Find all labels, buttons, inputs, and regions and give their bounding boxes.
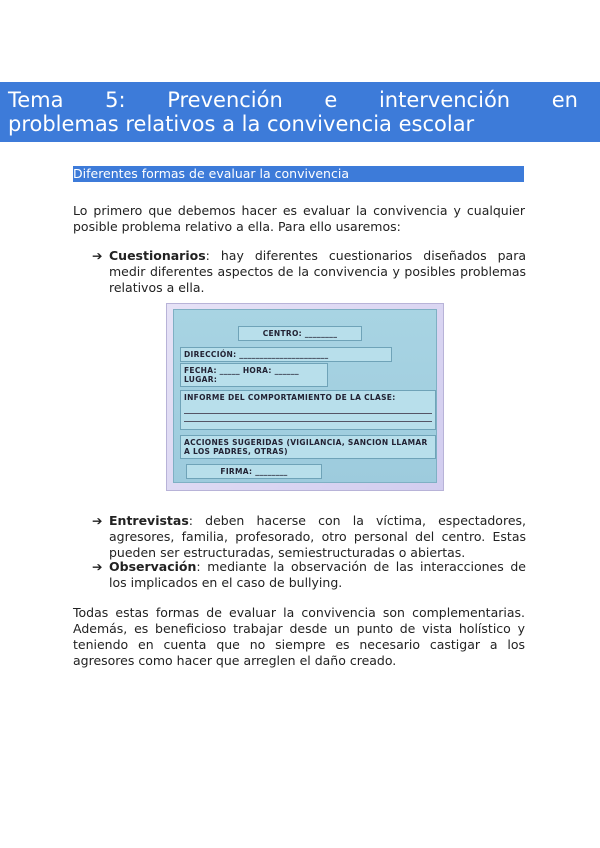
title-word: en (551, 88, 578, 112)
arrow-right-icon: ➔ (92, 248, 103, 263)
bullet-term: Entrevistas (109, 513, 189, 528)
title-word: Prevención (167, 88, 283, 112)
bullet-desc: : deben hacerse con la víctima, espectadores, agresores, familia, profesorado, otro personal del centro. Estas pueden ser estructuradas, semiestructuradas o abiertas. (109, 513, 526, 560)
bullet-term: Observación (109, 559, 197, 574)
form-panel (173, 309, 437, 483)
form-line (184, 421, 432, 422)
intro-paragraph: Lo primero que debemos hacer es evaluar la convivencia y cualquier posible problema relativo a ella. Para ello usaremos: (73, 203, 525, 234)
conclusion-paragraph: Todas estas formas de evaluar la convivencia son complementarias. Además, es beneficioso trabajar desde un punto de vista holístico y teniendo en cuenta que no siempre es necesario castigar a los agresores como hacer que arreglen el daño creado. (73, 605, 525, 668)
bullet-desc: : mediante la observación de las interacciones de los implicados en el caso de bullying. (109, 559, 526, 590)
form-field-fecha-lugar (180, 363, 328, 387)
bullet-text (109, 248, 526, 296)
bullet-text (109, 559, 526, 591)
form-fecha-hora: FECHA: _____ HORA: ______ (184, 366, 299, 375)
arrow-right-icon: ➔ (92, 559, 103, 574)
page-title-line-2: problemas relativos a la convivencia escolar (8, 112, 475, 136)
form-lugar: LUGAR: (184, 375, 218, 384)
questionnaire-form-image (166, 303, 444, 491)
form-field-direccion: DIRECCIÓN: ______________________ (180, 347, 392, 362)
form-line (184, 413, 432, 414)
title-word: e (324, 88, 338, 112)
form-field-acciones: ACCIONES SUGERIDAS (VIGILANCIA, SANCION LLAMAR A LOS PADRES, OTRAS) (180, 435, 436, 459)
form-informe-label: INFORME DEL COMPORTAMIENTO DE LA CLASE: (184, 393, 396, 402)
title-word: intervención (378, 88, 511, 112)
title-word: 5: (105, 88, 126, 112)
bullet-text (109, 513, 526, 561)
page-title-line-1 (8, 88, 578, 112)
title-word: Tema (8, 88, 64, 112)
form-field-firma: FIRMA: ________ (186, 464, 322, 479)
bullet-term: Cuestionarios (109, 248, 206, 263)
form-field-informe (180, 390, 436, 430)
title-banner (0, 82, 600, 142)
bullet-desc: : hay diferentes cuestionarios diseñados para medir diferentes aspectos de la convivencia y posibles problemas relativos a ella. (109, 248, 526, 295)
arrow-right-icon: ➔ (92, 513, 103, 528)
section-heading: Diferentes formas de evaluar la convivencia (73, 166, 524, 182)
form-field-centro: CENTRO: ________ (238, 326, 362, 341)
